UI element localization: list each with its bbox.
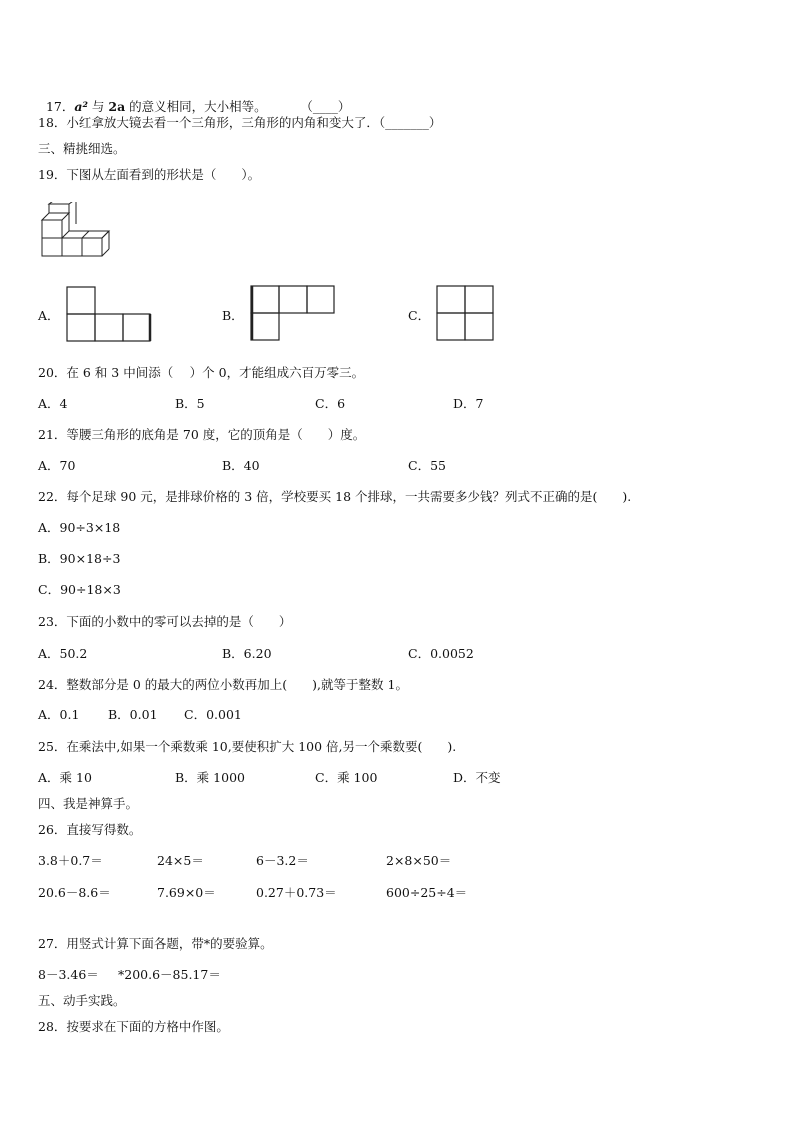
- section-heading-5: 五、动手实践。: [38, 993, 126, 1008]
- calc-item: 20.6－8.6＝: [38, 885, 111, 900]
- calc-item: 3.8＋0.7＝: [38, 853, 103, 868]
- option-a[interactable]: A．70: [38, 458, 76, 473]
- option-d[interactable]: D．不变: [453, 770, 501, 785]
- option-c[interactable]: C．0.001: [184, 707, 242, 722]
- option-a[interactable]: A．0.1: [38, 707, 80, 722]
- question-20: 20．在 6 和 3 中间添（ ）个 0，才能组成六百万零三。: [38, 365, 365, 380]
- question-27: 27．用竖式计算下面各题，带*的要验算。: [38, 936, 273, 951]
- expr-a-squared: a²: [74, 99, 88, 114]
- expr-2a: 2a: [108, 99, 126, 114]
- option-b[interactable]: B．乘 1000: [175, 770, 245, 785]
- option-b[interactable]: B．90×18÷3: [38, 551, 121, 566]
- option-c[interactable]: C．6: [315, 396, 346, 411]
- question-25: 25．在乘法中,如果一个乘数乘 10,要使积扩大 100 倍,另一个乘数要( ).: [38, 739, 457, 754]
- question-21: 21．等腰三角形的底角是 70 度，它的顶角是（ ）度。: [38, 427, 366, 442]
- calc-item: *200.6－85.17＝: [118, 967, 221, 982]
- option-d[interactable]: D．7: [453, 396, 484, 411]
- option-c[interactable]: C．0.0052: [408, 646, 474, 661]
- calc-item: 2×8×50＝: [386, 853, 452, 868]
- question-22: 22．每个足球 90 元，是排球价格的 3 倍，学校要买 18 个排球，一共需要多少钱？列式不正确的是( ).: [38, 489, 632, 504]
- option-c-shape: [436, 285, 494, 341]
- calc-item: 8－3.46＝: [38, 967, 99, 982]
- calc-item: 600÷25÷4＝: [386, 885, 468, 900]
- cube-stack-figure: [40, 202, 120, 262]
- question-24: 24．整数部分是 0 的最大的两位小数再加上( ),就等于整数 1。: [38, 677, 408, 692]
- option-b-shape: [250, 285, 336, 341]
- text: 与: [87, 99, 109, 114]
- question-26: 26．直接写得数。: [38, 822, 142, 837]
- option-a[interactable]: A．50.2: [38, 646, 88, 661]
- question-19: 19．下图从左面看到的形状是（ ）。: [38, 167, 261, 182]
- option-b[interactable]: B．0.01: [108, 707, 158, 722]
- option-a[interactable]: A．4: [38, 396, 68, 411]
- option-c[interactable]: C．90÷18×3: [38, 582, 121, 597]
- option-a[interactable]: A．乘 10: [38, 770, 92, 785]
- option-a[interactable]: A．90÷3×18: [38, 520, 121, 535]
- calc-item: 0.27＋0.73＝: [256, 885, 337, 900]
- option-c[interactable]: C．55: [408, 458, 446, 473]
- calc-item: 6－3.2＝: [256, 853, 309, 868]
- option-b[interactable]: B．40: [222, 458, 260, 473]
- calc-item: 24×5＝: [157, 853, 204, 868]
- text: 的意义相同，大小相等。: [125, 99, 267, 114]
- option-b[interactable]: B．: [222, 308, 244, 323]
- section-heading-4: 四、我是神算手。: [38, 796, 139, 811]
- calc-item: 7.69×0＝: [157, 885, 216, 900]
- question-18: 18．小红拿放大镜去看一个三角形，三角形的内角和变大了．（_______）: [38, 115, 442, 130]
- answer-blank[interactable]: （____）: [306, 99, 351, 114]
- option-b[interactable]: B．6.20: [222, 646, 272, 661]
- question-number: 17．: [45, 99, 75, 114]
- question-28: 28．按要求在下面的方格中作图。: [38, 1019, 229, 1034]
- option-a[interactable]: A．: [38, 308, 60, 323]
- question-17: [38, 83, 350, 115]
- option-b[interactable]: B．5: [175, 396, 205, 411]
- option-c[interactable]: C．: [408, 308, 431, 323]
- option-a-shape: [66, 286, 152, 342]
- option-c[interactable]: C．乘 100: [315, 770, 378, 785]
- section-heading-3: 三、精挑细选。: [38, 141, 126, 156]
- question-23: 23．下面的小数中的零可以去掉的是（ ）: [38, 614, 292, 629]
